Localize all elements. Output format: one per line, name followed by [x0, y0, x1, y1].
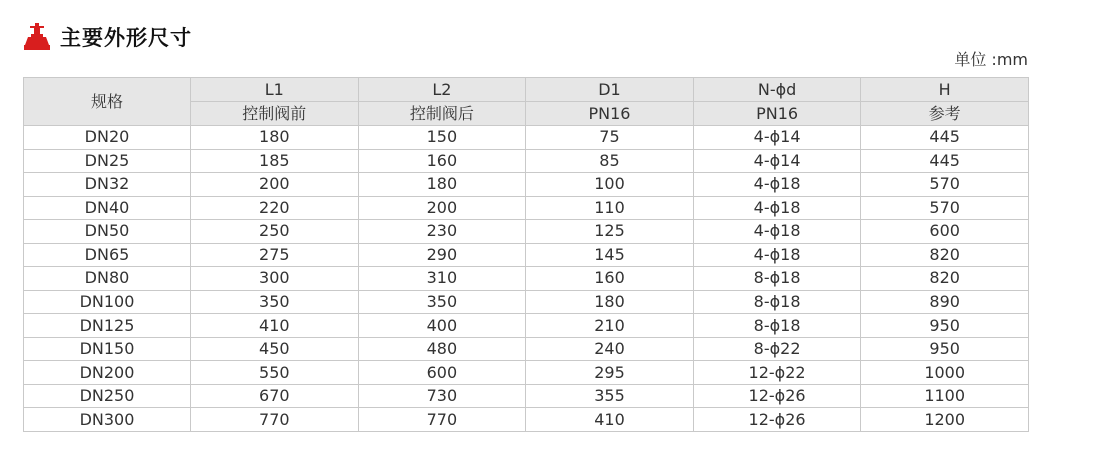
table-cell: 200 — [358, 196, 526, 220]
table-cell: 8-ϕ18 — [693, 267, 861, 291]
table-cell: 240 — [526, 337, 694, 361]
table-cell: 160 — [358, 149, 526, 173]
table-cell: 4-ϕ14 — [693, 126, 861, 150]
table-cell: 445 — [861, 149, 1029, 173]
table-cell-spec: DN300 — [24, 408, 191, 432]
table-cell-spec: DN32 — [24, 173, 191, 197]
table-cell: 12-ϕ26 — [693, 408, 861, 432]
column-header: D1 — [526, 78, 694, 102]
table-cell: 600 — [861, 220, 1029, 244]
table-row — [24, 173, 1029, 197]
table-cell: 300 — [191, 267, 359, 291]
table-cell-spec: DN125 — [24, 314, 191, 338]
column-header: H — [861, 78, 1029, 102]
table-cell: 570 — [861, 173, 1029, 197]
table-cell: 445 — [861, 126, 1029, 150]
table-row — [24, 149, 1029, 173]
table-cell-spec: DN200 — [24, 361, 191, 385]
table-cell: 310 — [358, 267, 526, 291]
table-cell: 410 — [191, 314, 359, 338]
table-cell: 350 — [191, 290, 359, 314]
table-cell: 125 — [526, 220, 694, 244]
table-cell: 4-ϕ18 — [693, 173, 861, 197]
table-cell: 600 — [358, 361, 526, 385]
table-cell-spec: DN150 — [24, 337, 191, 361]
unit-label: 单位 :mm — [954, 50, 1028, 69]
table-cell: 220 — [191, 196, 359, 220]
table-cell: 8-ϕ18 — [693, 314, 861, 338]
table-cell: 200 — [191, 173, 359, 197]
dimension-table — [23, 77, 1029, 432]
table-cell-spec: DN65 — [24, 243, 191, 267]
table-cell: 12-ϕ26 — [693, 384, 861, 408]
table-cell: 75 — [526, 126, 694, 150]
table-cell: 145 — [526, 243, 694, 267]
column-header: L2 — [358, 78, 526, 102]
column-subheader: 参考 — [861, 102, 1029, 126]
table-cell: 230 — [358, 220, 526, 244]
table-cell: 820 — [861, 243, 1029, 267]
column-header: L1 — [191, 78, 359, 102]
table-cell: 180 — [191, 126, 359, 150]
table-cell: 770 — [191, 408, 359, 432]
table-cell: 1000 — [861, 361, 1029, 385]
table-row — [24, 220, 1029, 244]
table-row — [24, 196, 1029, 220]
table-cell: 950 — [861, 314, 1029, 338]
table-cell: 450 — [191, 337, 359, 361]
table-cell: 290 — [358, 243, 526, 267]
table-row — [24, 243, 1029, 267]
table-cell: 180 — [526, 290, 694, 314]
table-cell: 770 — [358, 408, 526, 432]
table-cell: 275 — [191, 243, 359, 267]
column-subheader: PN16 — [526, 102, 694, 126]
table-cell: 550 — [191, 361, 359, 385]
table-cell: 1100 — [861, 384, 1029, 408]
table-cell-spec: DN100 — [24, 290, 191, 314]
table-cell: 570 — [861, 196, 1029, 220]
red-valve-icon — [24, 23, 50, 51]
table-cell: 295 — [526, 361, 694, 385]
table-cell: 85 — [526, 149, 694, 173]
table-header-row — [24, 78, 1029, 102]
table-cell: 480 — [358, 337, 526, 361]
table-cell-spec: DN25 — [24, 149, 191, 173]
table-cell: 4-ϕ18 — [693, 220, 861, 244]
table-cell: 180 — [358, 173, 526, 197]
table-cell-spec: DN20 — [24, 126, 191, 150]
table-cell: 410 — [526, 408, 694, 432]
table-cell: 12-ϕ22 — [693, 361, 861, 385]
table-cell-spec: DN250 — [24, 384, 191, 408]
table-cell: 4-ϕ18 — [693, 243, 861, 267]
table-row — [24, 361, 1029, 385]
column-subheader: 控制阀前 — [191, 102, 359, 126]
table-cell: 4-ϕ14 — [693, 149, 861, 173]
table-cell-spec: DN50 — [24, 220, 191, 244]
table-row — [24, 126, 1029, 150]
column-subheader: PN16 — [693, 102, 861, 126]
table-cell: 185 — [191, 149, 359, 173]
table-cell: 950 — [861, 337, 1029, 361]
table-cell: 160 — [526, 267, 694, 291]
table-cell: 8-ϕ22 — [693, 337, 861, 361]
table-cell: 150 — [358, 126, 526, 150]
table-cell: 890 — [861, 290, 1029, 314]
table-cell: 210 — [526, 314, 694, 338]
table-cell: 400 — [358, 314, 526, 338]
table-row — [24, 337, 1029, 361]
table-row — [24, 408, 1029, 432]
table-row — [24, 384, 1029, 408]
table-cell: 730 — [358, 384, 526, 408]
table-cell: 355 — [526, 384, 694, 408]
column-subheader: 控制阀后 — [358, 102, 526, 126]
table-cell: 670 — [191, 384, 359, 408]
table-cell-spec: DN40 — [24, 196, 191, 220]
table-cell: 4-ϕ18 — [693, 196, 861, 220]
table-cell: 350 — [358, 290, 526, 314]
table-cell: 100 — [526, 173, 694, 197]
column-header: N-ϕd — [693, 78, 861, 102]
page-title: 主要外形尺寸 — [60, 26, 192, 50]
table-row — [24, 290, 1029, 314]
table-cell: 250 — [191, 220, 359, 244]
table-cell-spec: DN80 — [24, 267, 191, 291]
section-header — [24, 22, 192, 52]
table-row — [24, 314, 1029, 338]
table-cell: 8-ϕ18 — [693, 290, 861, 314]
spec-header: 规格 — [24, 78, 191, 126]
table-row — [24, 267, 1029, 291]
table-cell: 110 — [526, 196, 694, 220]
table-cell: 820 — [861, 267, 1029, 291]
table-cell: 1200 — [861, 408, 1029, 432]
